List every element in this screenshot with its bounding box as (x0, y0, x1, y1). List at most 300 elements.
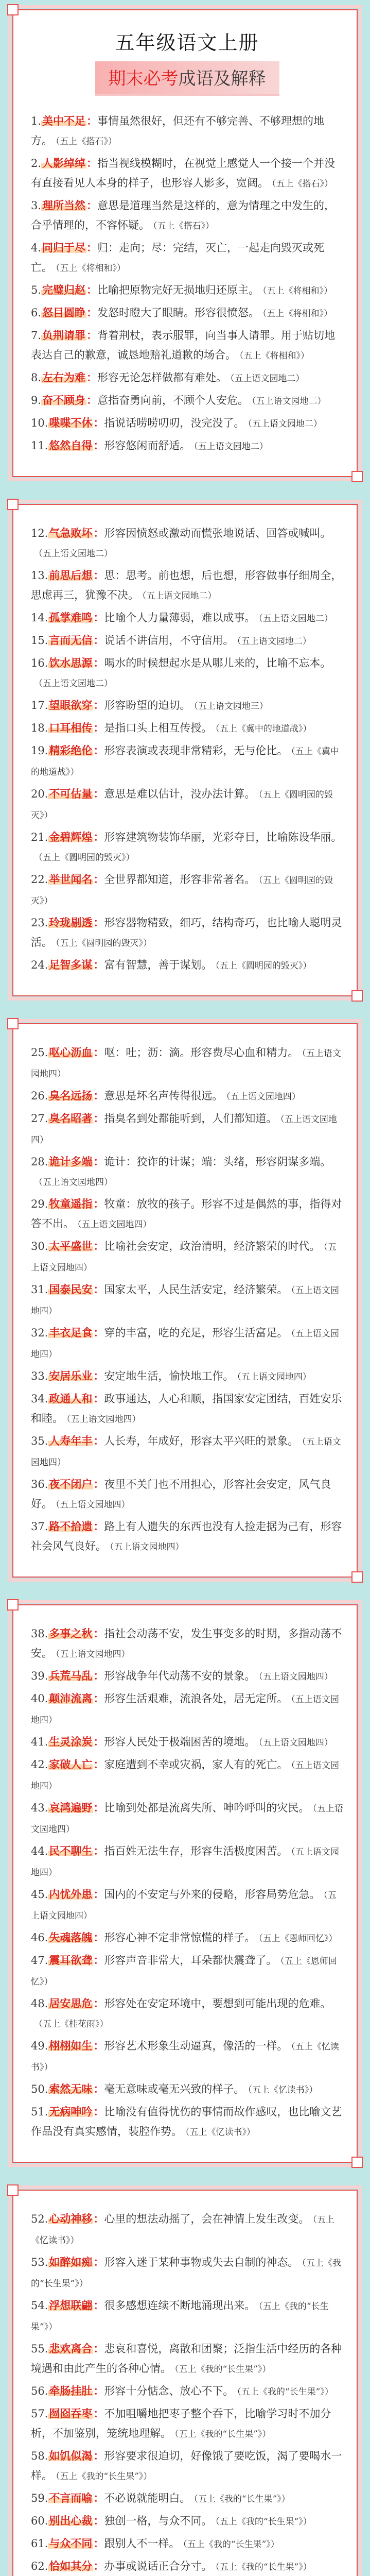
idiom-entry (31, 913, 343, 953)
idiom-word: 生灵涂炭 (49, 1735, 93, 1748)
idiom-definition: 政事通达，人心和顺，指国家安定团结，百姓安乐和睦。 (31, 1393, 342, 1425)
entry-colon: ： (93, 634, 104, 647)
idiom-entry (31, 955, 343, 976)
idiom-definition: 归：走向；尽：完结，灭亡，一起走向毁灭或死亡。 (31, 242, 325, 274)
idiom-word: 夜不闭户 (49, 1478, 93, 1490)
idiom-source: （五上语文园地四） (258, 1672, 333, 1682)
entry-colon: ： (93, 1692, 104, 1705)
idiom-word: 如饥似渴 (49, 2449, 93, 2462)
entry-colon: ： (93, 1520, 104, 1533)
idiom-source: （五上语文园地二） (252, 396, 326, 406)
entry-colon: ： (86, 329, 98, 342)
idiom-source: （五上《冀中的地道战》） (215, 724, 312, 734)
idiom-definition: 形容战争年代动荡不安的景象。 (104, 1670, 256, 1682)
idiom-word: 理所当然 (42, 199, 86, 212)
idiom-word: 家破人亡 (49, 1758, 93, 1771)
idiom-source: （五上《将相和》） (262, 309, 333, 319)
idiom-word: 不可估量 (49, 787, 93, 800)
entry-colon: ： (93, 1283, 104, 1296)
entry-number: 1. (31, 115, 42, 127)
idiom-source: （五上《圆明园的毁灭》） (56, 938, 152, 948)
entry-number: 56. (31, 2385, 48, 2397)
idiom-entry (31, 413, 343, 434)
entry-number: 5. (31, 284, 42, 296)
idiom-word: 内忧外患 (49, 1888, 93, 1901)
entry-number: 8. (31, 371, 42, 384)
idiom-source: （五上《将相和》） (262, 286, 333, 296)
idiom-word: 臭名远扬 (49, 1089, 93, 1102)
idiom-source: （五上语文园地四） (31, 1329, 339, 1360)
idiom-entry (31, 1951, 343, 1992)
idiom-source: （五上《我的“长生果”》） (31, 2301, 329, 2332)
idiom-entry (31, 1755, 343, 1796)
entry-number: 7. (31, 329, 42, 342)
entry-number: 30. (31, 1240, 48, 1252)
entry-colon: ： (93, 1155, 104, 1168)
idiom-word: 完璧归赵 (42, 283, 86, 296)
idiom-definition: 夜里不关门也不用担心，形容社会安定，风气良好。 (31, 1478, 331, 1510)
entry-number: 25. (31, 1046, 48, 1059)
idiom-word: 奋不顾身 (42, 394, 86, 406)
entry-number: 11. (31, 439, 48, 452)
idiom-word: 颠沛流离 (49, 1692, 93, 1705)
idiom-source: （五上语文园地二） (258, 614, 333, 624)
idiom-definition: 穿的丰富，吃的充足，形容生活富足。 (104, 1327, 288, 1339)
section-card (12, 1604, 358, 2163)
entry-number: 3. (31, 199, 42, 212)
idiom-entry (31, 1236, 343, 1278)
entry-number: 4. (31, 242, 42, 254)
entry-colon: ： (93, 1369, 104, 1382)
entry-colon: ： (93, 1888, 104, 1901)
idiom-definition: 指说话唠唠叨叨，没完没了。 (104, 417, 245, 429)
idiom-definition: 形容要求很迫切，好像饿了要吃饭，渴了要喝水一样。 (31, 2450, 342, 2482)
entry-list (31, 1043, 343, 1557)
entry-number: 48. (31, 1997, 48, 2010)
idiom-definition: 形容表演或表现非常精彩，无与伦比。 (104, 744, 288, 757)
idiom-word: 诡计多端 (49, 1155, 93, 1168)
idiom-source: （五上《忆读书》） (31, 2215, 334, 2246)
idiom-source: （五上语文园地四） (31, 1890, 337, 1921)
idiom-source: （五上语文园地四） (31, 1437, 341, 1468)
idiom-definition: 指臭名到处都能听到，人们都知道。 (104, 1112, 277, 1125)
idiom-entry (31, 2488, 343, 2509)
entry-colon: ： (93, 1844, 104, 1857)
entry-colon: ： (93, 721, 104, 734)
entry-colon: ： (86, 306, 98, 319)
entry-colon: ： (93, 2514, 104, 2527)
entry-number: 42. (31, 1758, 48, 1771)
idiom-word: 言而无信 (49, 634, 93, 647)
entry-number: 29. (31, 1198, 48, 1210)
idiom-source: （五上《我的“长生果”》） (174, 2429, 271, 2439)
entry-list (31, 523, 343, 976)
entry-colon: ： (93, 1326, 104, 1339)
entry-number: 51. (31, 2106, 48, 2118)
idiom-source: （五上语文园地四） (258, 1738, 333, 1748)
entry-number: 24. (31, 959, 48, 971)
idiom-source: （五上语文园地四） (110, 1542, 184, 1552)
idiom-word: 举世闻名 (49, 873, 93, 886)
idiom-definition: 指百姓无法生存，形容生活极度困苦。 (104, 1845, 288, 1857)
idiom-entry (31, 280, 343, 301)
idiom-definition: 形容悠闲而舒适。 (104, 439, 191, 452)
idiom-word: 索然无味 (49, 2082, 93, 2095)
idiom-word: 与众不同 (49, 2537, 93, 2550)
idiom-definition: 形容入迷于某种事物或失去自制的神态。 (104, 2256, 299, 2268)
idiom-entry (31, 1841, 343, 1883)
idiom-word: 前思后想 (49, 569, 93, 582)
idiom-word: 心动神移 (49, 2212, 93, 2225)
idiom-entry (31, 1109, 343, 1150)
idiom-definition: 比喻没有值得忧伤的事情而故作感叹，也比喻文艺作品没有真实感情，装腔作势。 (31, 2106, 342, 2138)
idiom-word: 太平盛世 (49, 1240, 93, 1252)
idiom-word: 栩栩如生 (49, 2039, 93, 2052)
idiom-definition: 比喻把原物完好无损地归还原主。 (97, 284, 260, 296)
idiom-source: （五上《忆读书》） (185, 2127, 255, 2138)
idiom-definition: 安定地生活，愉快地工作。 (104, 1370, 234, 1382)
idiom-source: （五上《我的“长生果”》） (237, 2387, 333, 2397)
idiom-definition: 指当视线模糊时，在视觉上感觉人一个接一个并没有直接看见人本身的样子，也形容人影多，宽阔。 (31, 157, 336, 189)
entry-number: 36. (31, 1478, 48, 1490)
idiom-word: 呕心沥血 (49, 1046, 93, 1059)
idiom-definition: 指社会动荡不安，发生事变多的时期，多指动荡不安。 (31, 1628, 342, 1659)
entry-colon: ： (93, 1089, 104, 1102)
entry-number: 47. (31, 1954, 48, 1967)
idiom-word: 美中不足 (42, 114, 86, 127)
idiom-entry (31, 523, 343, 564)
idiom-definition: 很多感想连续不断地涌现出来。 (104, 2299, 256, 2312)
entry-number: 9. (31, 394, 42, 406)
idiom-definition: 背着荆杖，表示服罪，向当事人请罪。用于贴切地表达自己的歉意，诚恳地赔礼道歉的场合。 (31, 329, 336, 361)
idiom-entry (31, 1994, 343, 2034)
idiom-entry (31, 2404, 343, 2444)
entry-number: 15. (31, 634, 48, 647)
idiom-definition: 事情虽然很好，但还有不够完善、不够理想的地方。 (31, 115, 325, 147)
idiom-entry (31, 1624, 343, 1664)
idiom-entry (31, 1928, 343, 1948)
entry-number: 28. (31, 1156, 48, 1168)
idiom-entry (31, 2339, 343, 2379)
entry-number: 58. (31, 2450, 48, 2462)
idiom-word: 足智多谋 (49, 958, 93, 971)
entry-colon: ： (93, 831, 104, 843)
subtitle-highlight: 期末必考 (108, 70, 179, 89)
entry-colon: ： (93, 787, 104, 800)
idiom-word: 悲欢离合 (49, 2342, 93, 2355)
entry-number: 45. (31, 1888, 48, 1901)
entry-colon: ： (93, 2039, 104, 2052)
idiom-entry (31, 154, 343, 194)
idiom-source: （五上语文园地四） (226, 1092, 301, 1102)
idiom-source: （五上语文园地三） (193, 701, 268, 711)
entry-number: 54. (31, 2299, 48, 2312)
idiom-definition: 形容人民处于极端困苦的境地。 (104, 1736, 256, 1748)
idiom-entry (31, 326, 343, 366)
idiom-entry (31, 784, 343, 825)
idiom-source: （五上语文园地二） (142, 591, 217, 601)
entry-colon: ： (93, 439, 104, 452)
idiom-entry (31, 1280, 343, 1321)
idiom-source: （五上《圆明园的毁灭》） (31, 790, 333, 821)
idiom-word: 左右为难 (42, 371, 86, 384)
entry-number: 38. (31, 1628, 48, 1640)
idiom-definition: 形容建筑物装饰华丽，光彩夺目，比喻陈设华丽。 (104, 831, 342, 843)
entry-colon: ： (93, 2256, 104, 2268)
idiom-entry (31, 2534, 343, 2554)
idiom-source: （五上《搭石》） (56, 137, 117, 147)
entry-number: 18. (31, 722, 48, 734)
idiom-source: （五上语文园地四） (56, 1649, 130, 1659)
idiom-word: 饮水思源 (49, 656, 93, 669)
idiom-entry (31, 827, 343, 868)
entry-colon: ： (93, 1931, 104, 1944)
idiom-word: 居安思危 (49, 1997, 93, 2010)
entry-colon: ： (93, 1627, 104, 1640)
idiom-source: （五上《将相和》） (56, 263, 126, 274)
entry-colon: ： (93, 416, 104, 429)
entry-number: 10. (31, 417, 48, 429)
idiom-source: （五上《圆明园的毁灭》） (34, 853, 135, 863)
idiom-definition: 形容器物精致，细巧，结构奇巧，也比喻人聪明灵活。 (31, 917, 342, 948)
idiom-entry (31, 870, 343, 911)
entry-colon: ： (93, 611, 104, 624)
idiom-entry (31, 1152, 343, 1192)
entry-number: 19. (31, 744, 48, 757)
idiom-entry (31, 631, 343, 651)
entry-colon: ： (86, 114, 98, 127)
idiom-word: 哀鸿遍野 (49, 1801, 93, 1814)
entry-colon: ： (93, 958, 104, 971)
entry-colon: ： (86, 283, 98, 296)
idiom-definition: 形容盼望的迫切。 (104, 699, 191, 711)
idiom-word: 望眼欲穿 (49, 699, 93, 711)
idiom-entry (31, 2296, 343, 2337)
entry-colon: ： (93, 1997, 104, 2010)
entry-number: 57. (31, 2408, 48, 2420)
idiom-entry (31, 2252, 343, 2294)
idiom-entry (31, 2102, 343, 2142)
entry-colon: ： (93, 2342, 104, 2355)
entry-number: 59. (31, 2492, 48, 2504)
idiom-definition: 呕：吐；沥：滴。形容费尽心血和精力。 (104, 1046, 299, 1059)
idiom-word: 安居乐业 (49, 1369, 93, 1382)
idiom-word: 如醉如痴 (49, 2256, 93, 2268)
idiom-source: （五上语文园地四） (31, 1285, 339, 1316)
idiom-source: （五上《桂花雨》） (34, 2019, 109, 2029)
idiom-word: 牵肠挂肚 (49, 2384, 93, 2397)
idiom-entry (31, 1475, 343, 1515)
idiom-definition: 诡计：狡诈的计谋；端：头绪，形容阴谋多端。 (104, 1156, 331, 1168)
entry-number: 39. (31, 1670, 48, 1682)
idiom-definition: 国家太平，人民生活安定，经济繁荣。 (104, 1283, 288, 1296)
entry-number: 32. (31, 1327, 48, 1339)
entry-number: 6. (31, 307, 42, 319)
idiom-word: 人影绰绰 (42, 157, 86, 170)
idiom-source: （五上语文园地二） (34, 679, 113, 689)
idiom-entry (31, 111, 343, 151)
idiom-entry (31, 2511, 343, 2532)
idiom-entry (31, 436, 343, 456)
entry-colon: ： (93, 2384, 104, 2397)
idiom-source: （五上语文园地二） (230, 374, 305, 384)
entry-number: 61. (31, 2537, 48, 2550)
entry-colon: ： (93, 2560, 104, 2572)
idiom-definition: 形容十分惦念、放心不下。 (104, 2385, 234, 2397)
idiom-entry (31, 368, 343, 388)
entry-number: 44. (31, 1845, 48, 1857)
idiom-definition: 形容处在安定环境中，要想到可能出现的危难。 (104, 1997, 331, 2010)
idiom-word: 喋喋不休 (49, 416, 93, 429)
idiom-entry (31, 391, 343, 411)
entry-number: 26. (31, 1090, 48, 1102)
entry-number: 14. (31, 612, 48, 624)
idiom-definition: 喝水的时候想起水是从哪儿来的，比喻不忘本。 (104, 657, 331, 669)
idiom-definition: 形容生活艰难，流浪各处，居无定所。 (104, 1692, 288, 1705)
entry-colon: ： (93, 1478, 104, 1490)
idiom-definition: 全世界都知道，形容非常著名。 (104, 873, 256, 886)
idiom-source: （五上《将相和》） (239, 351, 309, 361)
idiom-word: 路不拾遗 (49, 1520, 93, 1533)
idiom-word: 精彩绝伦 (49, 744, 93, 757)
entry-number: 34. (31, 1393, 48, 1405)
idiom-definition: 意思是道理当然是这样的，意为情理之中发生的，合乎情理的，不容怀疑。 (31, 199, 336, 231)
entry-number: 2. (31, 157, 42, 170)
entry-number: 31. (31, 1283, 48, 1296)
idiom-word: 负荆请罪 (42, 329, 86, 342)
idiom-word: 兵荒马乱 (49, 1669, 93, 1682)
idiom-source: （五上《我的“长生果”》） (56, 2471, 152, 2482)
entry-number: 53. (31, 2256, 48, 2268)
entry-colon: ： (93, 2299, 104, 2312)
idiom-source: （五上语文园地四） (34, 1177, 113, 1188)
entry-colon: ： (86, 157, 98, 170)
page-title: 五年级语文上册 (115, 32, 259, 54)
idiom-entry (31, 696, 343, 716)
idiom-source: （五上语文园地二） (193, 442, 268, 452)
idiom-definition: 形容无论怎样做都有难处。 (97, 371, 227, 384)
entry-number: 60. (31, 2515, 48, 2527)
idiom-word: 人寿年丰 (49, 1434, 93, 1447)
idiom-source: （五上《搭石》） (153, 221, 214, 231)
idiom-source: （五上语文园地四） (77, 1219, 152, 1230)
entry-colon: ： (93, 1046, 104, 1059)
idiom-definition: 悲哀和喜悦，离散和团聚；泛指生活中经历的各种境遇和由此产生的各种心情。 (31, 2343, 342, 2375)
idiom-definition: 意思是坏名声传得很远。 (104, 1090, 223, 1102)
idiom-source: （五上《搭石》） (272, 179, 333, 189)
idiom-entry (31, 1517, 343, 1557)
idiom-entry (31, 2381, 343, 2402)
idiom-definition: 是指口头上相互传授。 (104, 722, 213, 734)
entry-colon: ： (93, 2407, 104, 2420)
idiom-entry (31, 1389, 343, 1429)
idiom-definition: 跟别人不一样。 (104, 2537, 180, 2550)
idiom-definition: 独创一格，与众不同。 (104, 2515, 213, 2527)
idiom-definition: 富有智慧，善于谋划。 (104, 959, 213, 971)
idiom-definition: 不必说就能明白。 (104, 2492, 191, 2504)
idiom-source: （五上《忆读书》） (248, 2085, 318, 2095)
idiom-source: （五上《冀中的地道战》） (31, 747, 339, 777)
idiom-source: （五上语文园地四） (31, 1847, 339, 1878)
entry-number: 55. (31, 2343, 48, 2355)
idiom-entry (31, 1431, 343, 1472)
idiom-word: 丰衣足食 (49, 1326, 93, 1339)
idiom-entry (31, 196, 343, 236)
idiom-source: （五上《我的“长生果”》） (215, 2562, 312, 2572)
section-card (12, 9, 358, 477)
entry-number: 17. (31, 699, 48, 711)
idiom-source: （五上语文园地四） (31, 1804, 343, 1835)
idiom-word: 恰如其分 (49, 2560, 93, 2572)
idiom-source: （五上《我的“长生果”》） (193, 2494, 290, 2504)
idiom-definition: 形容艺术形象生动逼真，像活的一样。 (104, 2040, 288, 2052)
idiom-word: 同归于尽 (42, 241, 86, 254)
entry-number: 46. (31, 1931, 48, 1944)
idiom-word: 囫囵吞枣 (49, 2407, 93, 2420)
idiom-definition: 形容心神不定非常惊慌的样子。 (104, 1931, 256, 1944)
idiom-word: 多事之秋 (49, 1627, 93, 1640)
idiom-definition: 毫无意味或毫无兴致的样子。 (104, 2083, 245, 2095)
idiom-entry (31, 1885, 343, 1926)
idiom-entry (31, 2556, 343, 2576)
entry-colon: ： (93, 656, 104, 669)
idiom-source: （五上语文园地四） (31, 1760, 339, 1791)
entry-number: 62. (31, 2560, 48, 2572)
idiom-entry (31, 608, 343, 629)
idiom-word: 不言而喻 (49, 2492, 93, 2504)
entry-list (31, 2209, 343, 2576)
idiom-definition: 说话不讲信用，不守信用。 (104, 634, 234, 647)
idiom-entry (31, 1689, 343, 1730)
entry-number: 22. (31, 873, 48, 886)
entry-number: 23. (31, 917, 48, 929)
idiom-definition: 比喻社会安定，政治清明，经济繁荣的时代。 (104, 1240, 321, 1252)
idiom-source: （五上《我的“长生果”》） (174, 2364, 271, 2375)
idiom-definition: 形容因愤怒或激动而慌张地说话、回答或喊叫。 (104, 527, 331, 539)
idiom-definition: 意指奋勇向前，不顾个人安危。 (97, 394, 249, 406)
idiom-word: 悠然自得 (49, 439, 93, 452)
idiom-source: （五上语文园地二） (34, 549, 113, 559)
entry-colon: ： (93, 873, 104, 886)
entry-colon: ： (86, 371, 98, 384)
idiom-definition: 不加咀嚼地把枣子整个吞下，比喻学习时不加分析，不加鉴别，笼统地理解。 (31, 2408, 331, 2439)
entry-number: 33. (31, 1370, 48, 1382)
idiom-entry (31, 1732, 343, 1753)
idiom-entry (31, 1086, 343, 1107)
idiom-definition: 办事或说话正合分寸。 (104, 2560, 213, 2572)
entry-colon: ： (93, 1801, 104, 1814)
idiom-entry (31, 1666, 343, 1687)
entry-colon: ： (93, 1197, 104, 1210)
entry-colon: ： (93, 2537, 104, 2550)
idiom-definition: 思：思考。前也想，后也想，形容做事仔细周全，思虑再三，犹豫不决。 (31, 569, 342, 601)
entry-colon: ： (93, 1240, 104, 1252)
idiom-entry (31, 741, 343, 782)
section-card (12, 1023, 358, 1578)
idiom-source: （五上《恩师回忆》） (258, 1934, 338, 1944)
entry-colon: ： (93, 2082, 104, 2095)
idiom-entry (31, 2209, 343, 2250)
entry-colon: ： (93, 916, 104, 929)
idiom-definition: 路上有人遗失的东西也没有人捡走据为己有，形容社会风气良好。 (31, 1520, 342, 1552)
entry-colon: ： (93, 1758, 104, 1771)
idiom-word: 怒目圆睁 (42, 306, 86, 319)
idiom-source: （五上《我的“长生果”》） (183, 2539, 279, 2550)
entry-number: 52. (31, 2213, 48, 2225)
idiom-source: （五上《我的“长生果”》） (31, 2258, 341, 2289)
entry-colon: ： (93, 1434, 104, 1447)
entry-colon: ： (93, 569, 104, 582)
